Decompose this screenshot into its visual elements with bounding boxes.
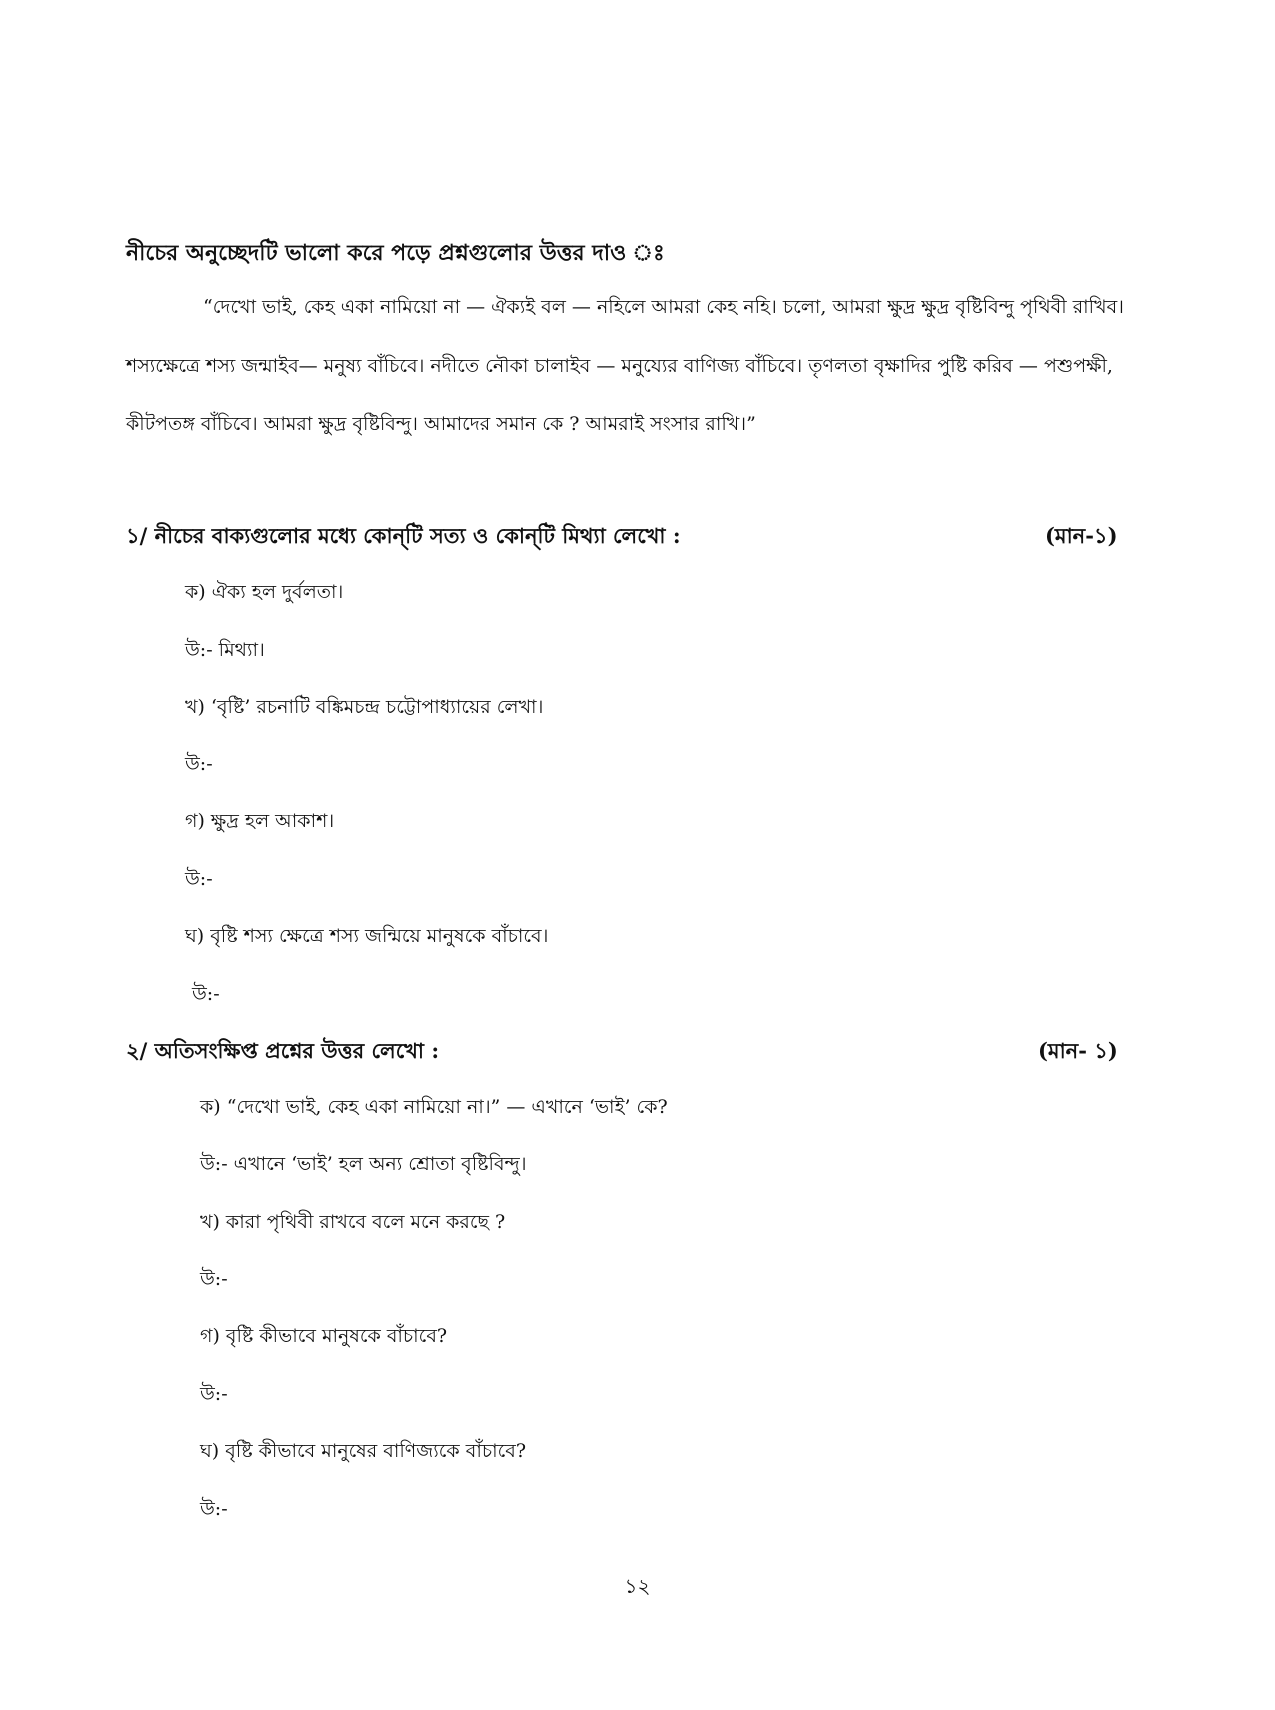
section2-title: ২/ অতিসংক্ষিপ্ত প্রশ্নের উত্তর লেখো : <box>126 1038 440 1063</box>
question-item: গ) ক্ষুদ্র হল আকাশ। <box>185 810 335 832</box>
question-item: ঘ) বৃষ্টি শস্য ক্ষেত্রে শস্য জন্মিয়ে মানুষকে বাঁচাবে। <box>185 925 549 947</box>
question-item: ক) “দেখো ভাই, কেহ একা নামিয়ো না।” — এখানে ‘ভাই’ কে? <box>200 1096 668 1118</box>
instruction-heading: নীচের অনুচ্ছেদটি ভালো করে পড়ে প্রশ্নগুলোর উত্তর দাও ঃ <box>126 240 665 266</box>
section1-marks: (মান-১) <box>1045 523 1118 548</box>
question-item: ঘ) বৃষ্টি কীভাবে মানুষের বাণিজ্যকে বাঁচাবে? <box>200 1440 527 1462</box>
answer-item: উ:- <box>200 1498 228 1520</box>
question-item: খ) ‘বৃষ্টি’ রচনাটি বঙ্কিমচন্দ্র চট্টোপাধ্যায়ের লেখা। <box>185 696 544 718</box>
section1-title: ১/ নীচের বাক্যগুলোর মধ্যে কোন্‌টি সত্য ও কোন্‌টি মিথ্যা লেখো : <box>126 523 681 548</box>
answer-item: উ:- <box>192 983 220 1005</box>
answer-item: উ:- <box>200 1383 228 1405</box>
answer-item: উ:- এখানে ‘ভাই’ হল অন্য শ্রোতা বৃষ্টিবিন্দু। <box>200 1153 527 1175</box>
passage-line: শস্যক্ষেত্রে শস্য জন্মাইব— মনুষ্য বাঁচিবে। নদীতে নৌকা চালাইব — মনুয্যের বাণিজ্য বাঁচিবে। তৃণলতা বৃক্ষাদির পুষ্টি করিব — পশুপক্ষী, <box>126 355 1113 377</box>
answer-item: উ:- <box>200 1268 228 1290</box>
answer-item: উ:- <box>185 868 213 890</box>
question-item: খ) কারা পৃথিবী রাখবে বলে মনে করছে ? <box>200 1211 506 1233</box>
question-item: গ) বৃষ্টি কীভাবে মানুষকে বাঁচাবে? <box>200 1325 448 1347</box>
question-item: ক) ঐক্য হল দুর্বলতা। <box>185 581 344 603</box>
page-number: ১২ <box>624 1574 651 1598</box>
answer-item: উ:- মিথ্যা। <box>185 639 265 661</box>
passage-line: কীটপতঙ্গ বাঁচিবে। আমরা ক্ষুদ্র বৃষ্টিবিন্দু। আমাদের সমান কে ? আমরাই সংসার রাখি।” <box>126 413 756 435</box>
section2-marks: (মান- ১) <box>1038 1038 1118 1063</box>
answer-item: উ:- <box>185 753 213 775</box>
passage-line: “দেখো ভাই, কেহ একা নামিয়ো না — ঐক্যই বল — নহিলে আমরা কেহ নহি। চলো, আমরা ক্ষুদ্র ক্ষুদ্র বৃষ্টিবিন্দু পৃথিবী রাখিব। <box>203 296 1124 318</box>
